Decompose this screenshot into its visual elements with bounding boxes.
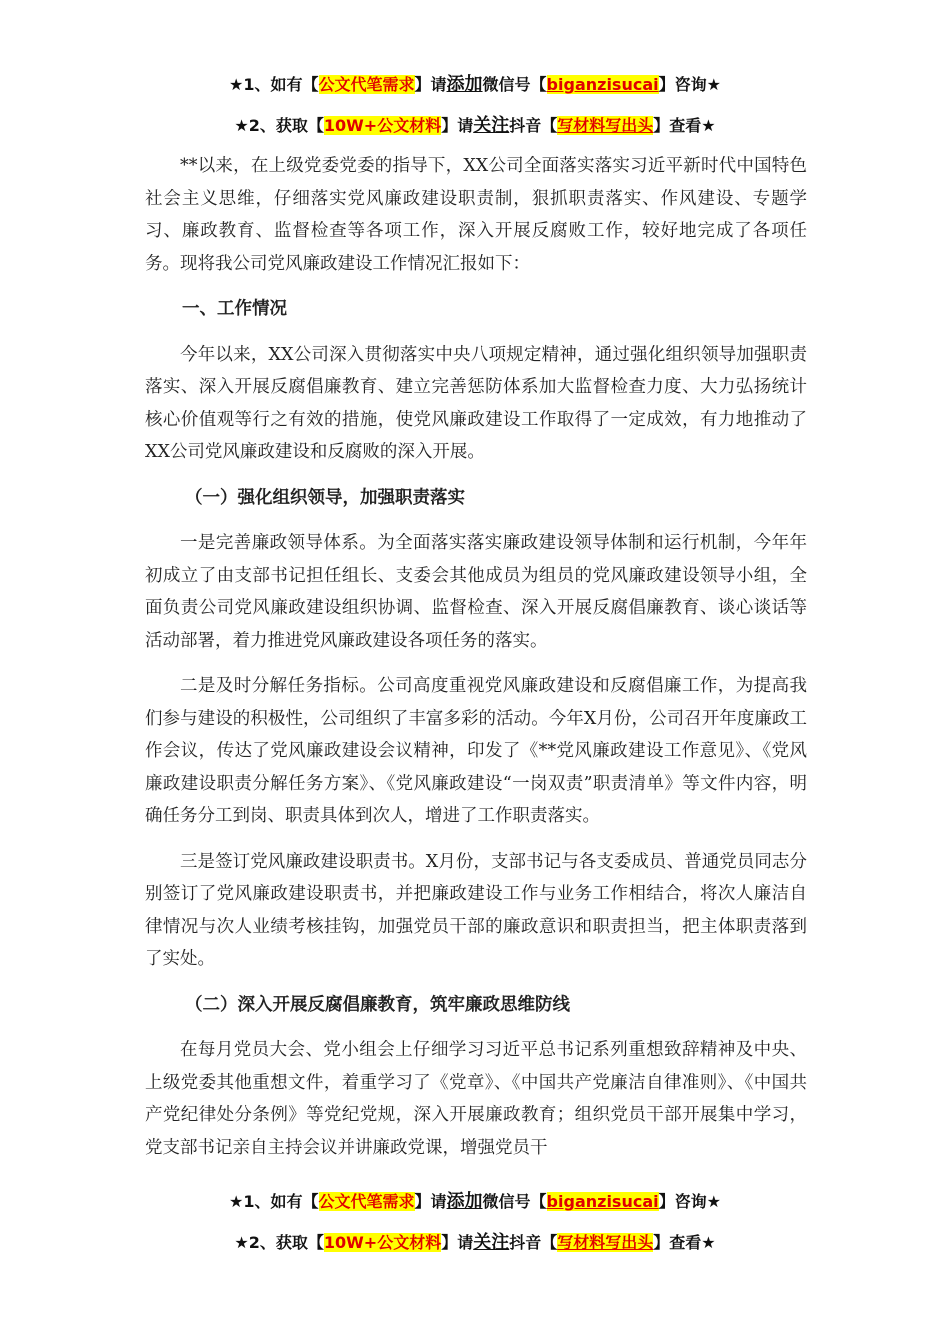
banner-text: 】请: [441, 1233, 474, 1252]
subsection-paragraph: 一是完善廉政领导体系。为全面落实落实廉政建设领导体制和运行机制，今年年初成立了由支部书记担任组长、支委会其他成员为组员的党风廉政建设领导小组，全面负责公司党风廉政建设组织协调、监督检查、深入开展反腐倡廉教育、谈心谈话等活动部署，着力推进党风廉政建设各项任务的落实。: [145, 533, 807, 651]
banner-douyin-id[interactable]: 写材料写出头: [557, 1233, 654, 1252]
banner-text: 】请: [414, 1192, 447, 1211]
bottom-banner-line-2: [0, 1228, 950, 1254]
banner-wechat-id[interactable]: biganzisucai: [546, 1192, 659, 1211]
bottom-banner-line-1: [0, 1187, 950, 1213]
intro-paragraph: **以来，在上级党委党委的指导下，XX公司全面落实落实习近平新时代中国特色社会主义思维，仔细落实党风廉政建设职责制，狠抓职责落实、作风建设、专题学习、廉政教育、监督检查等各项工作，深入开展反腐败工作，较好地完成了各项任务。现将我公司党风廉政建设工作情况汇报如下：: [145, 156, 807, 274]
banner-emphasis: 添加: [446, 1191, 483, 1212]
banner-text: 】咨询★: [658, 75, 721, 94]
banner-text: ★2、获取【: [234, 116, 324, 135]
banner-highlight: 10W+公文材料: [323, 116, 442, 135]
banner-text: 】查看★: [653, 1233, 716, 1252]
banner-text: ★1、如有【: [229, 1192, 319, 1211]
subsection-paragraph: 三是签订党风廉政建设职责书。X月份，支部书记与各支委成员、普通党员同志分别签订了党风廉政建设职责书，并把廉政建设工作与业务工作相结合，将次人廉洁自律情况与次人业绩考核挂钩，加强党员干部的廉政意识和职责担当，把主体职责落到了实处。: [145, 851, 807, 969]
banner-wechat-id[interactable]: biganzisucai: [546, 75, 659, 94]
top-banner-line-2: [0, 111, 950, 137]
banner-douyin-id[interactable]: 写材料写出头: [557, 116, 654, 135]
subsection-heading: （一）强化组织领导，加强职责落实: [185, 487, 465, 508]
banner-text: 】查看★: [653, 116, 716, 135]
section-heading: 一、工作情况: [182, 299, 287, 319]
banner-text: 】咨询★: [658, 1192, 721, 1211]
banner-text: 】请: [441, 116, 474, 135]
subsection-paragraph: 在每月党员大会、党小组会上仔细学习习近平总书记系列重想致辞精神及中央、上级党委其他重想文件，着重学习了《党章》、《中国共产党廉洁自律准则》、《中国共产党纪律处分条例》等党纪党规，深入开展廉政教育；组织党员干部开展集中学习，党支部书记亲自主持会议并讲廉政党课，增强党员干: [145, 1040, 807, 1158]
banner-text: 微信号【: [482, 75, 547, 94]
banner-text: ★1、如有【: [229, 75, 319, 94]
banner-text: 抖音【: [509, 116, 558, 135]
subsection-paragraph: 二是及时分解任务指标。公司高度重视党风廉政建设和反腐倡廉工作，为提高我们参与建设的积极性，公司组织了丰富多彩的活动。今年X月份，公司召开年度廉政工作会议，传达了党风廉政建设会议精神，印发了《**党风廉政建设工作意见》、《党风廉政建设职责分解任务方案》、《党风廉政建设“一岗双责”职责清单》等文件内容，明确任务分工到岗、职责具体到次人，增进了工作职责落实。: [145, 676, 807, 826]
banner-highlight: 公文代笔需求: [318, 1192, 415, 1211]
banner-highlight: 10W+公文材料: [323, 1233, 442, 1252]
top-banner-line-1: [0, 70, 950, 96]
document-body: [145, 150, 807, 1177]
section-paragraph: 今年以来，XX公司深入贯彻落实中央八项规定精神，通过强化组织领导加强职责落实、深入开展反腐倡廉教育、建立完善惩防体系加大监督检查力度、大力弘扬统计核心价值观等行之有效的措施，使党风廉政建设工作取得了一定成效，有力地推动了XX公司党风廉政建设和反腐败的深入开展。: [145, 344, 807, 462]
subsection-heading: （二）深入开展反腐倡廉教育，筑牢廉政思维防线: [185, 994, 570, 1015]
banner-text: 抖音【: [509, 1233, 558, 1252]
banner-text: 微信号【: [482, 1192, 547, 1211]
banner-text: 】请: [414, 75, 447, 94]
banner-emphasis: 添加: [446, 74, 483, 95]
banner-emphasis: 关注: [473, 1232, 510, 1253]
banner-highlight: 公文代笔需求: [318, 75, 415, 94]
banner-text: ★2、获取【: [234, 1233, 324, 1252]
banner-emphasis: 关注: [473, 115, 510, 136]
